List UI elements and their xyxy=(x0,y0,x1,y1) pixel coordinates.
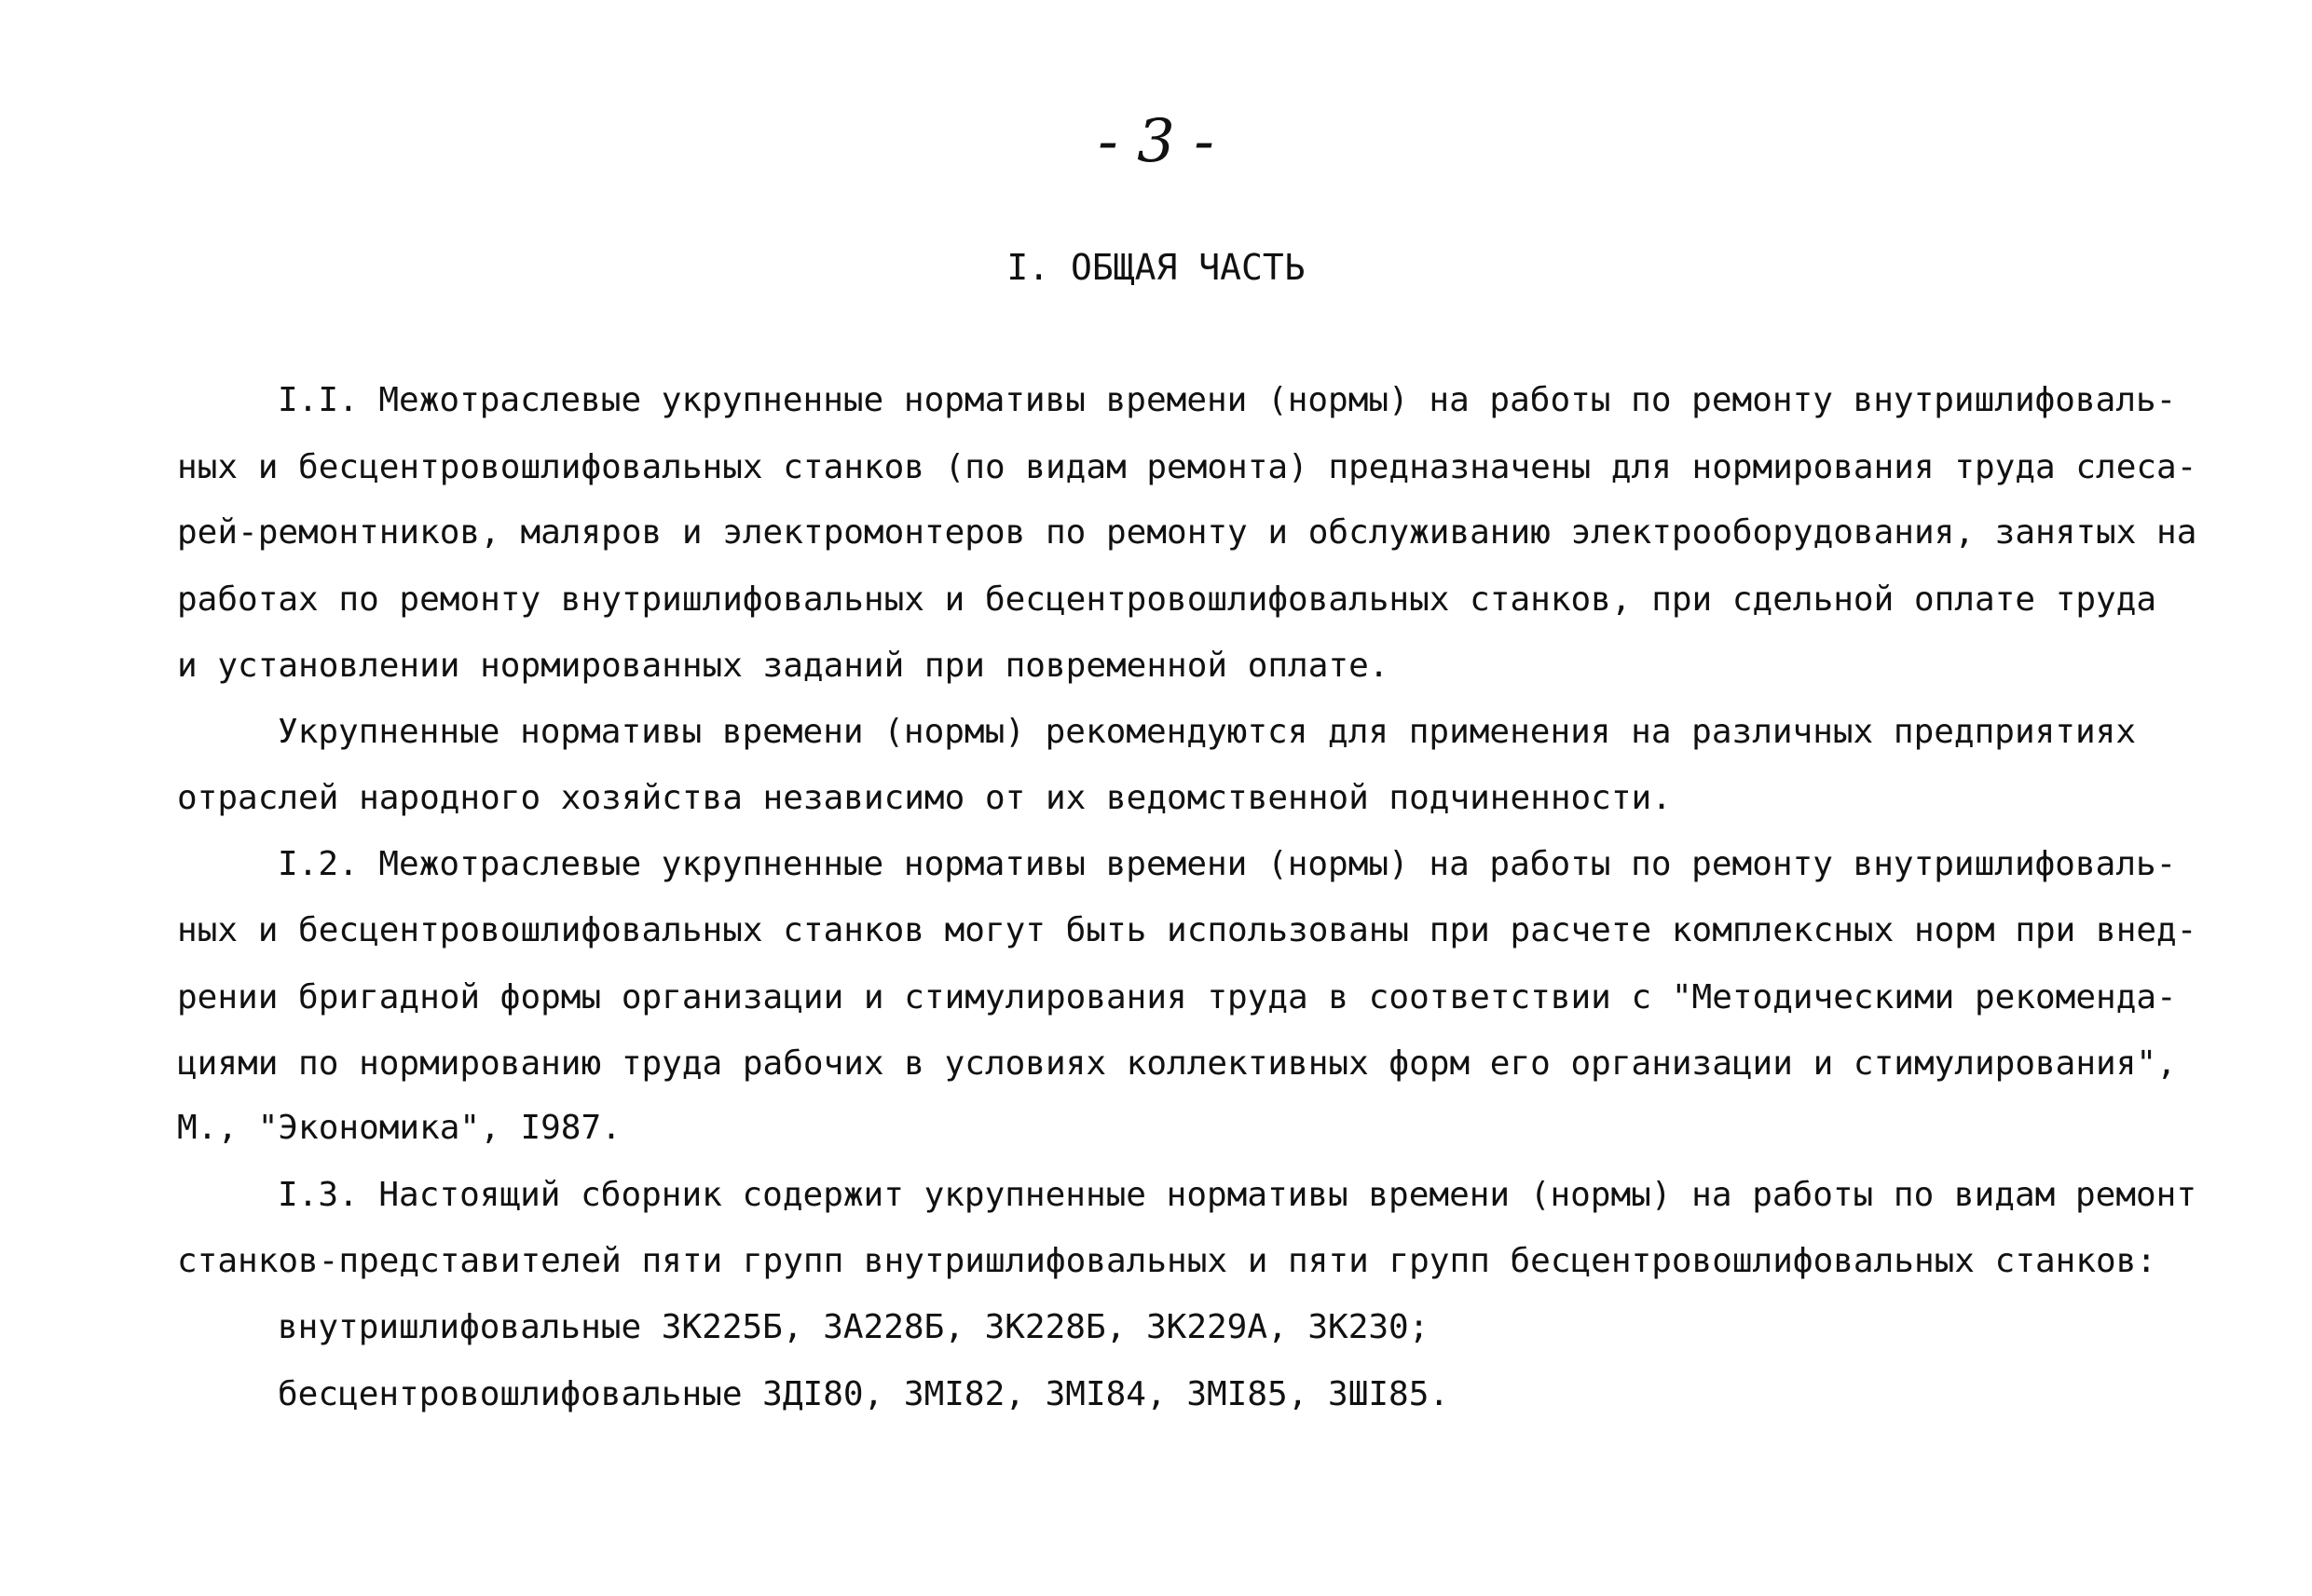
text-line: внутришлифовальные 3К225Б, 3А228Б, 3К228Б, 3К229А, 3К230; xyxy=(278,1308,1430,1346)
text-line: I.I. Межотраслевые укрупненные нормативы времени (нормы) на работы по ремонту внутришлифоваль- xyxy=(278,381,2177,419)
text-line: рей-ремонтников, маляров и электромонтеров по ремонту и обслуживанию электрооборудования, занятых на xyxy=(177,513,2197,552)
text-line: бесцентровошлифовальные 3ДI80, 3МI82, 3МI84, 3МI85, 3ШI85. xyxy=(278,1375,1450,1413)
text-line: I.2. Межотраслевые укрупненные нормативы времени (нормы) на работы по ремонту внутришлифоваль- xyxy=(278,845,2177,883)
page-number: - 3 - xyxy=(1098,107,1214,176)
text-line: ных и бесцентровошлифовальных станков могут быть использованы при расчете комплексных норм при внед- xyxy=(177,911,2197,949)
text-line: I.3. Настоящий сборник содержит укрупненные нормативы времени (нормы) на работы по видам ремонт xyxy=(278,1176,2197,1214)
text-line: ных и бесцентровошлифовальных станков (по видам ремонта) предназначены для нормирования труда слеса- xyxy=(177,448,2197,486)
text-line: циями по нормированию труда рабочих в условиях коллективных форм его организации и стимулирования", xyxy=(177,1044,2177,1083)
text-line: работах по ремонту внутришлифовальных и бесцентровошлифовальных станков, при сдельной оплате труда xyxy=(177,580,2157,619)
section-heading: I. ОБЩАЯ ЧАСТЬ xyxy=(1006,247,1306,288)
text-line: Укрупненные нормативы времени (нормы) рекомендуются для применения на различных предприятиях xyxy=(278,713,2136,751)
text-line: рении бригадной формы организации и стимулирования труда в соответствии с "Методическими рекоменда- xyxy=(177,978,2177,1016)
text-line: станков-представителей пяти групп внутришлифовальных и пяти групп бесцентровошлифовальных станков: xyxy=(177,1242,2157,1280)
text-line: и установлении нормированных заданий при повременной оплате. xyxy=(177,647,1389,685)
text-line: отраслей народного хозяйства независимо от их ведомственной подчиненности. xyxy=(177,779,1672,817)
text-line: М., "Экономика", I987. xyxy=(177,1109,622,1147)
